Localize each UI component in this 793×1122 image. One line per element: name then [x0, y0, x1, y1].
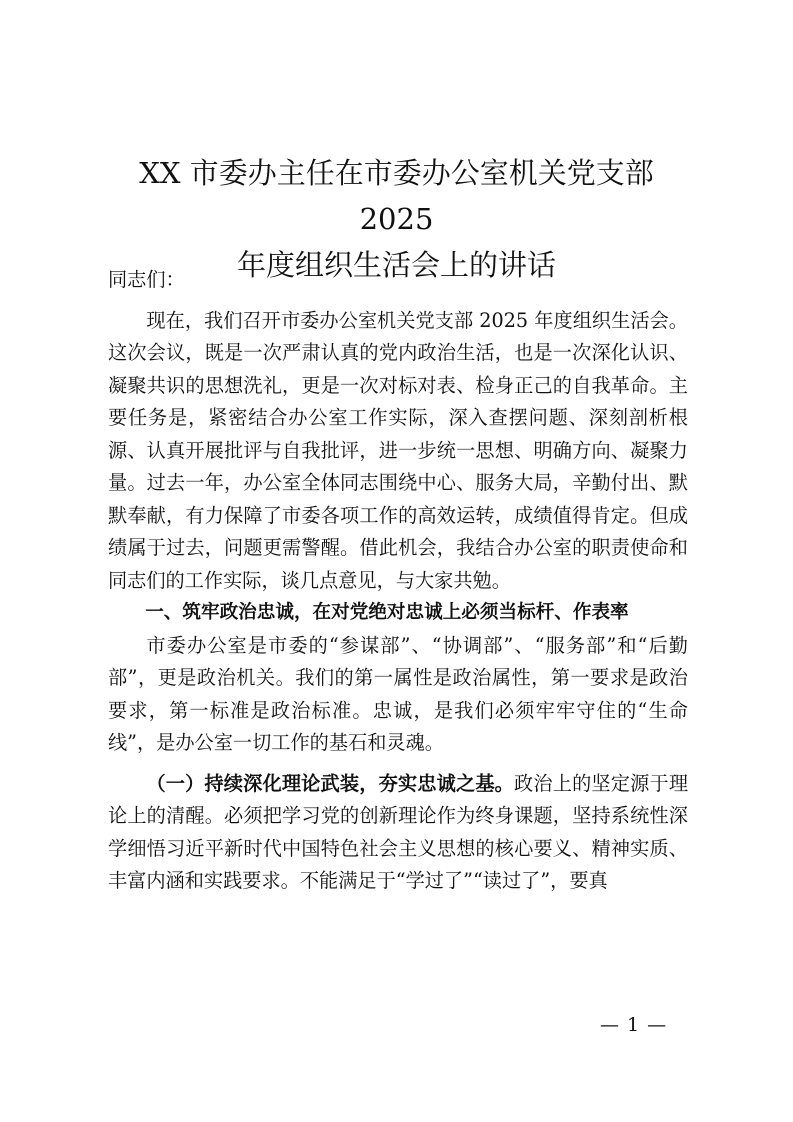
paragraph-2: 市委办公室是市委的“参谋部”、“协调部”、“服务部”和“后勤部”，更是政治机关。我们的第一属性是政治属性，第一要求是政治要求，第一标准是政治标准。忠诚，是我们必须牢牢守住的“生命线”，是办公室一切工作的基石和灵魂。 [108, 633, 688, 754]
section-heading-1: 一、筑牢政治忠诚，在对党绝对忠诚上必须当标杆、作表率 [145, 602, 629, 623]
title-line-2: 年度组织生活会上的讲话 [236, 248, 556, 282]
subheading-1: （一）持续深化理论武装，夯实忠诚之基。 [146, 771, 515, 795]
paragraph-1: 现在，我们召开市委办公室机关党支部 2025 年度组织生活会。这次会议，既是一次严肃认真的党内政治生活，也是一次深化认识、凝聚共识的思想洗礼，更是一次对标对表、检身正己的自我革命。主要任务是，紧密结合办公室工作实际，深入查摆问题、深刻剖析根源、认真开展批评与自我批评，进一步统一思想、明确方向、凝聚力量。过去一年，办公室全体同志围绕中心、服务大局，辛勤付出、默默奉献，有力保障了市委各项工作的高效运转，成绩值得肯定。但成绩属于过去，问题更需警醒。借此机会，我结合办公室的职责使命和同志们的工作实际，谈几点意见，与大家共勉。 [108, 308, 688, 592]
title-line-1: XX 市委办主任在市委办公室机关党支部 2025 [139, 156, 654, 236]
page-number: — 1 — [600, 1014, 668, 1036]
salutation: 同志们： [108, 268, 185, 291]
paragraph-3 [108, 768, 688, 898]
paragraph-3-text: 政治上的坚定源于理论上的清醒。必须把学习党的创新理论作为终身课题，坚持系统性深学细悟习近平新时代中国特色社会主义思想的核心要义、精神实质、丰富内涵和实践要求。不能满足于“学过了”“读过了”，要真 [108, 771, 689, 892]
document-body [108, 264, 688, 898]
